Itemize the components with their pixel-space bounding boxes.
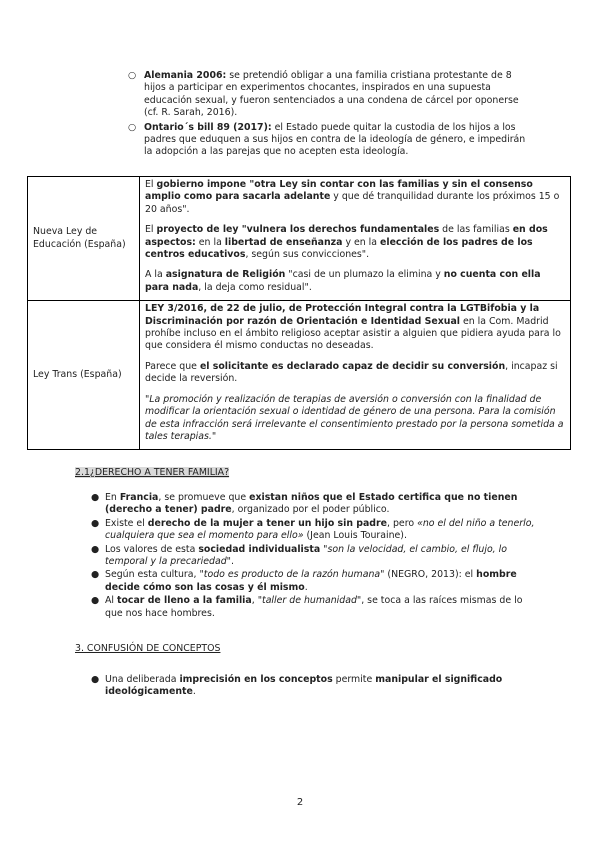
paragraph: LEY 3/2016, de 22 de julio, de Protección Integral contra la LGTBifobia y la Discriminación por razón de Orientación e Identidad Sexual en la Com. Madrid prohíbe incluso en el ámbito religioso aceptar asistir a alguien que pidiera ayuda para lo que considera él mismo conductas no deseadas. — [145, 303, 561, 352]
bullet-icon: ● — [91, 517, 100, 529]
row-content-trans-law — [140, 301, 571, 450]
table-row — [28, 177, 571, 301]
list-item: ● Los valores de esta sociedad individualista "son la velocidad, el cambio, el flujo, lo temporal y la precariedad". — [91, 543, 507, 568]
row-label-trans-law: Ley Trans (España) — [28, 301, 140, 450]
paragraph: A la asignatura de Religión "casi de un plumazo la elimina y no cuenta con ella para nada, la deja como residual". — [145, 269, 541, 293]
row-content-education-law — [140, 177, 571, 301]
bullet-icon: ● — [91, 595, 100, 607]
example-ontario: ○ Ontario´s bill 89 (2017): el Estado puede quitar la custodia de los hijos a los padres que eduquen a sus hijos en contra de la ideología de género, e impedirán la adopción a las parejas que no acepten esta ideología. — [128, 121, 526, 158]
row-label-education-law: Nueva Ley de Educación (España) — [28, 177, 140, 301]
page-number: 2 — [296, 797, 304, 808]
list-item: ● Existe el derecho de la mujer a tener un hijo sin padre, pero «no el del niño a tenerlo, cualquiera que sea el momento para ello» (Jean Louis Touraine). — [91, 517, 535, 542]
bullet-icon: ● — [91, 569, 100, 581]
quote-paragraph: "La promoción y realización de terapias de aversión o conversión con la finalidad de modificar la orientación sexual o identidad de género de una persona. Para la comisión de esta infracción será irrelevante el consentimiento prestado por la persona sometida a tales terapias." — [145, 393, 564, 442]
section-2-1-list — [81, 492, 536, 621]
laws-table — [27, 176, 571, 450]
list-item: ● Una deliberada imprecisión en los conceptos permite manipular el significado ideológicamente. — [91, 674, 503, 698]
list-item: ● Según esta cultura, "todo es producto de la razón humana" (NEGRO, 2013): el hombre decide cómo son las cosas y él mismo. — [91, 569, 517, 593]
list-item: ● Al tocar de lleno a la familia, "taller de humanidad", se toca a las raíces mismas de lo que nos hace hombres. — [91, 595, 523, 619]
section-heading-3: 3. CONFUSIÓN DE CONCEPTOS — [75, 643, 221, 654]
circle-bullet-icon: ○ — [128, 70, 137, 81]
paragraph: El gobierno impone "otra Ley sin contar con las familias y sin el consenso amplio como para sacarla adelante y que dé tranquilidad durante los próximos 15 o 20 años". — [145, 179, 560, 215]
list-item: ● En Francia, se promueve que existan niños que el Estado certifica que no tienen (derecho a tener) padre, organizado por el poder público. — [91, 492, 518, 516]
table-row — [28, 301, 571, 450]
circle-bullet-icon: ○ — [128, 121, 137, 133]
bullet-icon: ● — [91, 492, 100, 503]
examples-list — [128, 70, 528, 161]
section-3-list — [81, 674, 536, 700]
section-heading-2-1: 2.1¿DERECHO A TENER FAMILIA? — [75, 467, 230, 478]
paragraph: El proyecto de ley "vulnera los derechos fundamentales de las familias en dos aspectos: en la libertad de enseñanza y en la elección de los padres de los centros educativos, según sus convicciones". — [145, 224, 548, 261]
bullet-icon: ● — [91, 674, 100, 685]
paragraph: Parece que el solicitante es declarado capaz de decidir su conversión, incapaz si decide la reversión. — [145, 360, 558, 385]
example-germany: ○ Alemania 2006: se pretendió obligar a una familia cristiana protestante de 8 hijos a participar en experimentos chocantes, inspirados en una supuesta educación sexual, y fueron sentenciados a una condena de cárcel por oponerse (cf. R. Sarah, 2016). — [128, 70, 519, 119]
bullet-icon: ● — [91, 543, 100, 555]
